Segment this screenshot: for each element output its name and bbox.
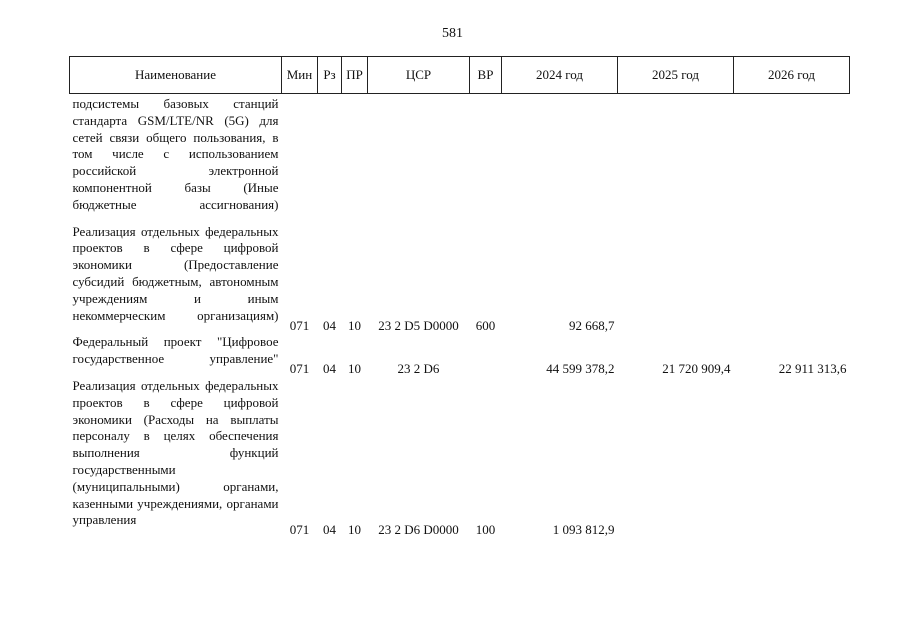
row-2025 [618, 224, 734, 335]
header-2025: 2025 год [618, 57, 734, 94]
row-2024: 1 093 812,9 [552, 522, 615, 538]
row-min [282, 94, 318, 224]
row-min: 071 [289, 361, 310, 377]
row-2025 [618, 94, 734, 224]
table-row [70, 94, 850, 224]
row-csr [368, 94, 470, 224]
row-min: 071 [289, 522, 310, 538]
row-name: Реализация отдельных федеральных проектов в сфере цифровой экономики (Предоставление субсидий бюджетным, автономным учреждениям и иным некоммерческим организациям) [72, 223, 279, 323]
table-row [70, 224, 850, 335]
table-row [70, 334, 850, 378]
row-rz: 04 [323, 317, 336, 333]
row-name: подсистемы базовых станций стандарта GSM/LTE/NR (5G) для сетей связи общего пользования, в том числе с использованием российской электронной компонентной базы (Иные бюджетные ассигнования) [72, 96, 279, 212]
row-vr: 100 [475, 522, 496, 538]
header-rz: Рз [318, 57, 342, 94]
header-csr: ЦСР [368, 57, 470, 94]
row-name: Федеральный проект "Цифровое государственное управление" [72, 334, 279, 367]
row-rz: 04 [323, 361, 336, 377]
row-2024 [502, 94, 618, 224]
header-2024: 2024 год [502, 57, 618, 94]
row-pr: 10 [348, 361, 361, 377]
row-2026 [734, 224, 850, 335]
header-2026: 2026 год [734, 57, 850, 94]
row-csr: 23 2 D6 D0000 [378, 522, 459, 538]
row-vr: 600 [475, 317, 496, 333]
row-pr: 10 [348, 522, 361, 538]
row-2025 [618, 378, 734, 539]
row-rz: 04 [323, 522, 336, 538]
row-csr: 23 2 D5 D0000 [378, 317, 459, 333]
row-2026 [734, 94, 850, 224]
row-min: 071 [289, 317, 310, 333]
header-min: Мин [282, 57, 318, 94]
header-vr: ВР [470, 57, 502, 94]
row-2026 [734, 378, 850, 539]
row-2025: 21 720 909,4 [662, 361, 731, 377]
page-number: 581 [442, 26, 463, 41]
row-csr: 23 2 D6 [397, 361, 440, 377]
row-vr [470, 334, 502, 378]
row-pr [342, 94, 368, 224]
budget-table [69, 56, 850, 539]
row-rz [318, 94, 342, 224]
row-2026: 22 911 313,6 [778, 361, 847, 377]
row-vr [470, 94, 502, 224]
row-pr: 10 [348, 317, 361, 333]
row-2024: 92 668,7 [569, 317, 615, 333]
row-2024: 44 599 378,2 [546, 361, 615, 377]
row-name: Реализация отдельных федеральных проектов в сфере цифровой экономики (Расходы на выплаты персоналу в целях обеспечения выполнения функций государственными (муниципальными) органами, казенными учреждениями, органами управления [72, 377, 279, 528]
header-pr: ПР [342, 57, 368, 94]
table-row [70, 378, 850, 539]
table-header-row [70, 57, 850, 94]
header-name: Наименование [70, 57, 282, 94]
